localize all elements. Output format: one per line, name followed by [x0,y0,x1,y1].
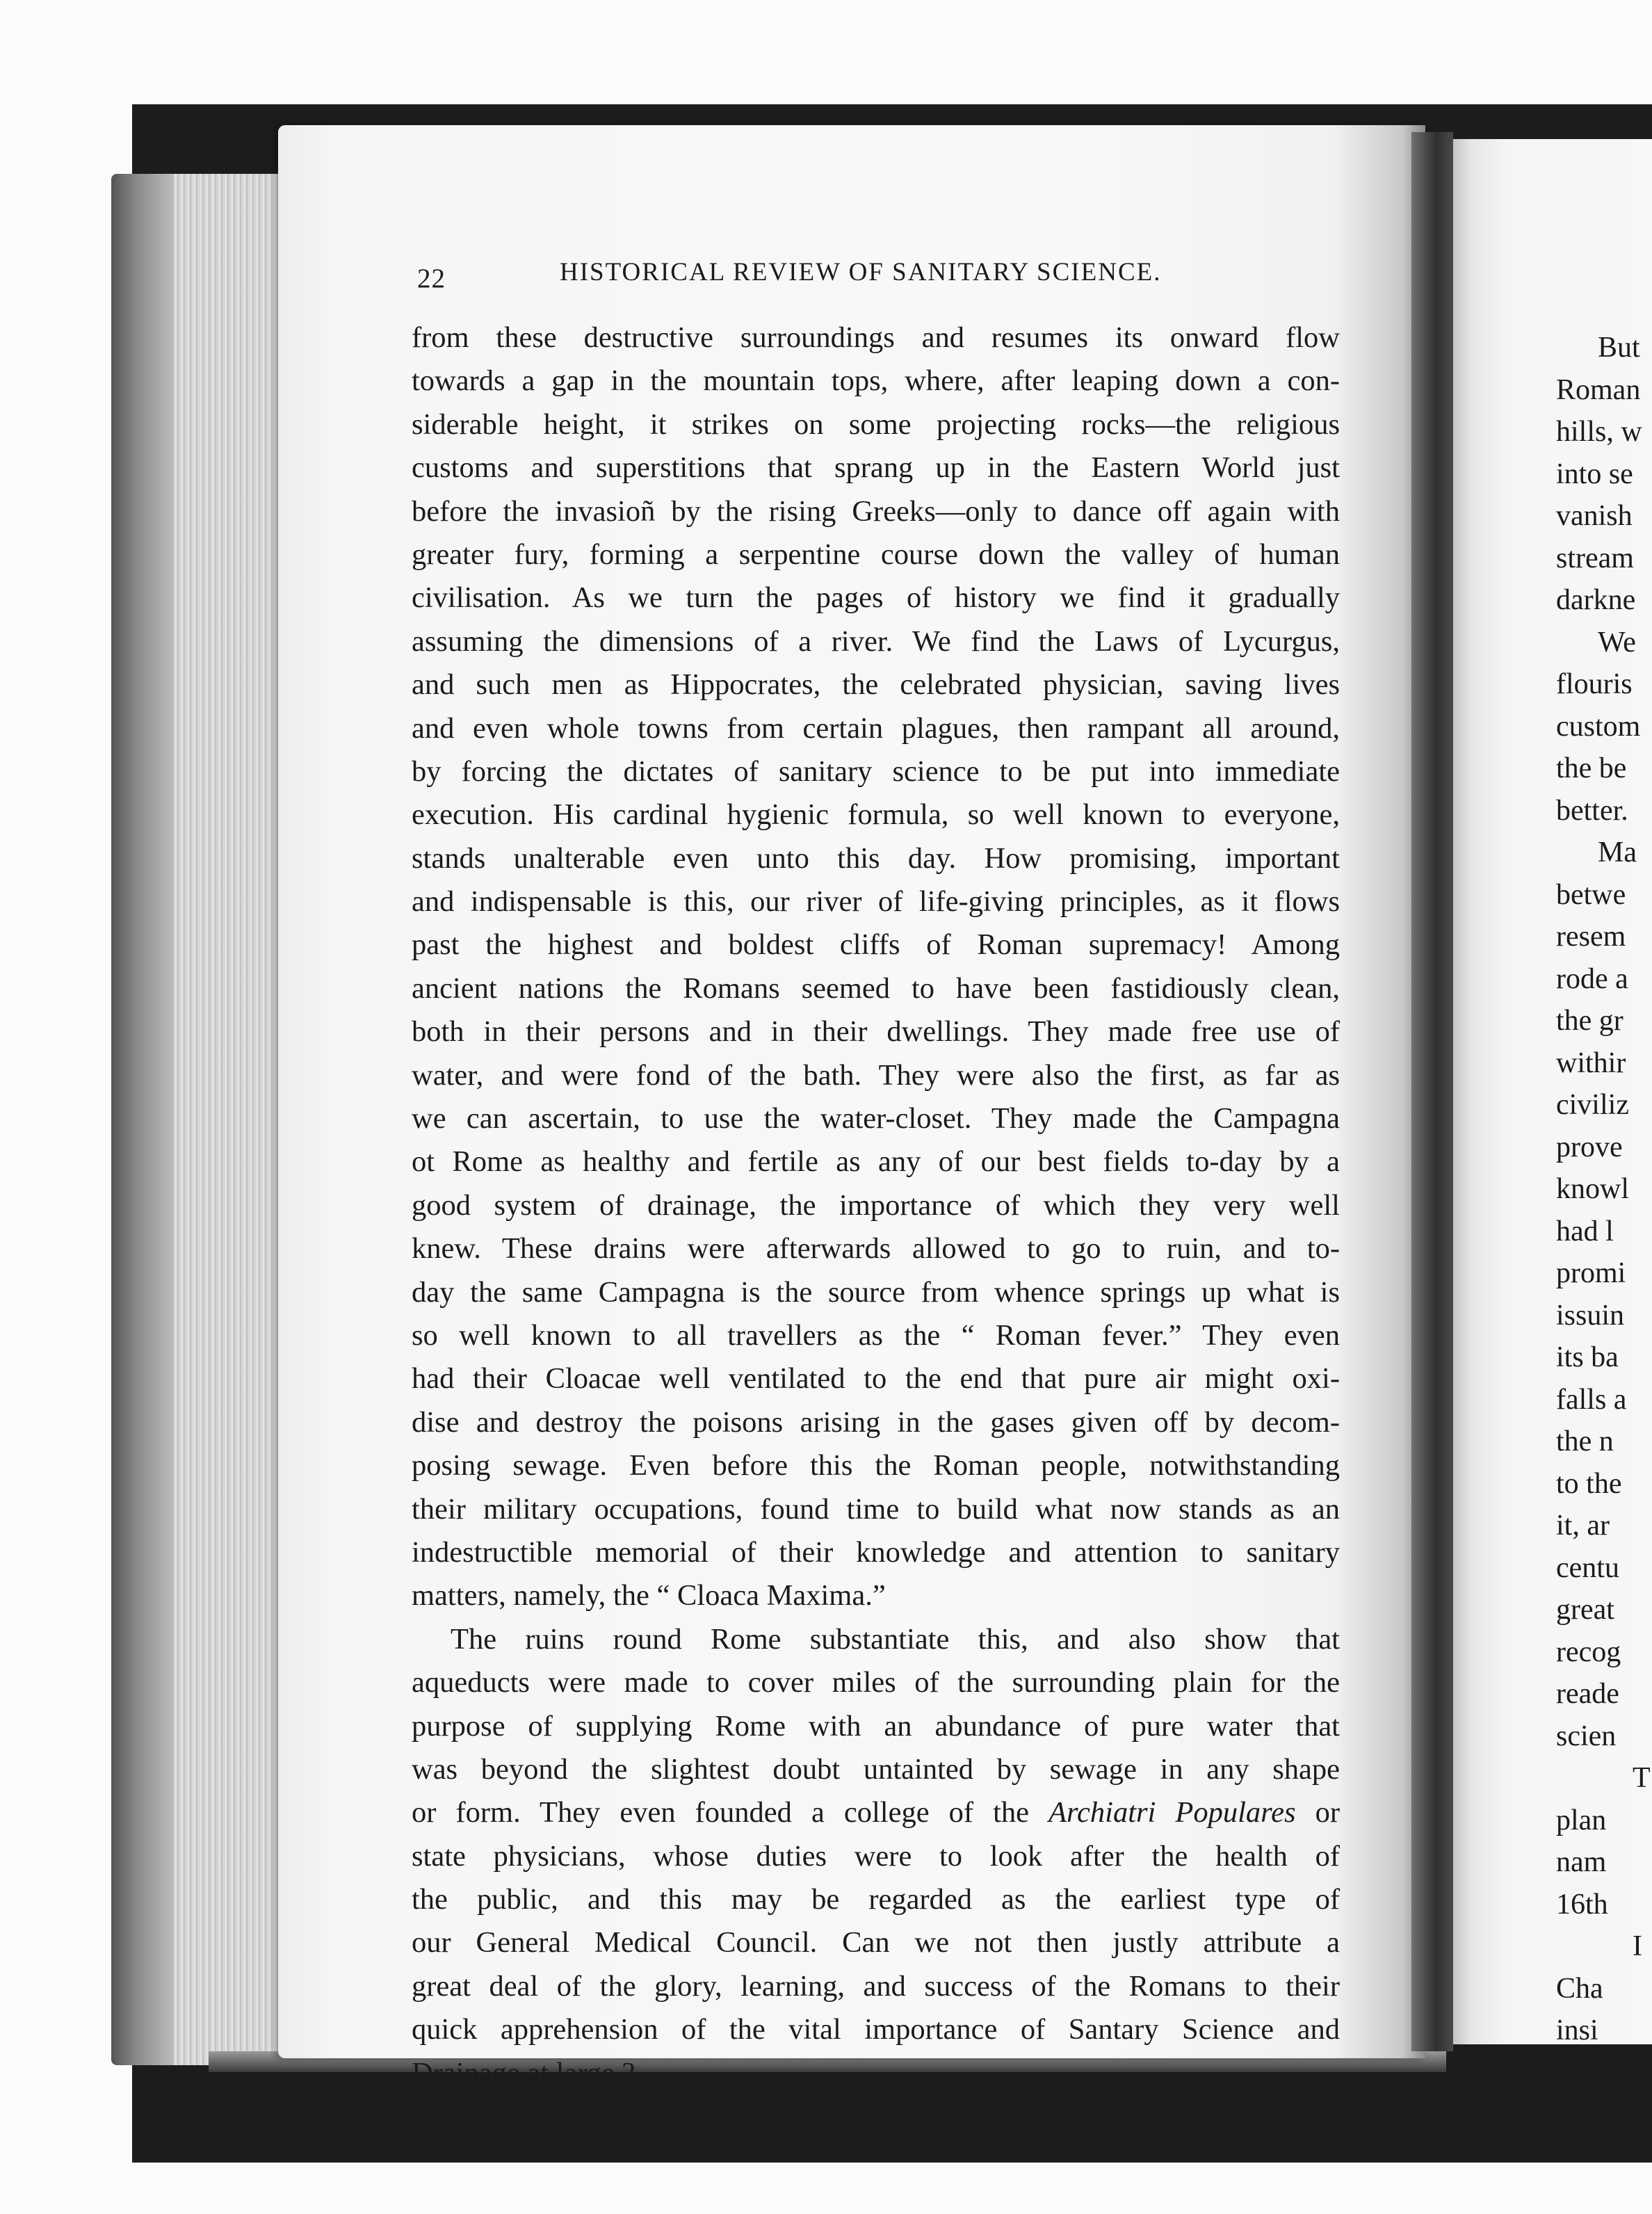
text-line: both in their persons and in their dwellings. They made free use of [412,1015,1340,1049]
text-line: quick apprehension of the vital importance of Santary Science and [412,2013,1340,2046]
facing-page-text-fragments [1556,327,1652,2052]
text-line: so well known to all travellers as the “ Roman fever.” They even [412,1318,1340,1352]
facing-page-fragment: the n [1556,1425,1614,1457]
facing-page-fragment: reade [1556,1678,1619,1710]
text-line: dise and destroy the poisons arising in the gases given off by decom- [412,1405,1340,1439]
facing-page-fragment: the be [1556,752,1627,784]
text-line: stands unalterable even unto this day. How promising, important [412,841,1340,875]
page-number: 22 [417,264,446,293]
text-line: and such men as Hippocrates, the celebrated physician, saving lives [412,668,1340,702]
facing-page-fragment: plan [1556,1804,1607,1836]
book-gutter [1411,132,1453,2051]
text-line: good system of drainage, the importance of which they very well [412,1188,1340,1222]
text-line: and even whole towns from certain plagues, then rampant all around, [412,711,1340,745]
text-line: by forcing the dictates of sanitary science to be put into immediate [412,754,1340,788]
facing-page-fragment: had l [1556,1215,1614,1247]
text-line: state physicians, whose duties were to look after the health of [412,1839,1340,1873]
facing-page-fragment: flouris [1556,668,1633,700]
text-line: siderable height, it strikes on some projecting rocks—the religious [412,407,1340,441]
text-line: knew. These drains were afterwards allowed to go to ruin, and to- [412,1232,1340,1266]
facing-page-fragment: nam [1556,1846,1607,1878]
facing-page-fragment: T [1633,1762,1651,1794]
text-line: the public, and this may be regarded as the earliest type of [412,1883,1340,1916]
facing-page-fragment: it, ar [1556,1510,1610,1542]
facing-page-fragment: the gr [1556,1005,1623,1037]
facing-page-fragment: into se [1556,458,1633,490]
facing-page-fragment: resem [1556,921,1626,953]
left-page-body-text [412,316,1340,2095]
facing-page-fragment: I [1633,1930,1642,1962]
text-line: customs and superstitions that sprang up in the Eastern World just [412,451,1340,485]
facing-page-fragment: rode a [1556,962,1628,995]
facing-page-fragment: stream [1556,542,1634,574]
text-line: aqueducts were made to cover miles of the surrounding plain for the [412,1666,1340,1699]
facing-page-fragment: to the [1556,1467,1622,1500]
text-line: had their Cloacae well ventilated to the end that pure air might oxi- [412,1362,1340,1396]
facing-page-fragment: its ba [1556,1341,1619,1373]
text-line: was beyond the slightest doubt untainted by sewage in any shape [412,1752,1340,1786]
facing-page-fragment: But [1598,332,1640,364]
text-line: ot Rome as healthy and fertile as any of our best fields to-day by a [412,1145,1340,1179]
text-line: greater fury, forming a serpentine course down the valley of human [412,538,1340,571]
facing-page-fragment: scien [1556,1720,1617,1752]
text-line: indestructible memorial of their knowledge and attention to sanitary [412,1535,1340,1569]
facing-page-fragment: recog [1556,1635,1621,1668]
running-title: HISTORICAL REVIEW OF SANITARY SCIENCE. [560,258,1162,286]
page-header [417,257,1335,306]
text-line: we can ascertain, to use the water-closet. They made the Campagna [412,1102,1340,1136]
text-line: execution. His cardinal hygienic formula, so well known to everyone, [412,798,1340,832]
text-line: from these destructive surroundings and resumes its onward flow [412,321,1340,354]
text-line: past the highest and boldest cliffs of Roman supremacy! Among [412,928,1340,962]
text-line [412,1791,1340,1834]
text-line: and indispensable is this, our river of life-giving principles, as it flows [412,885,1340,919]
facing-page-fragment: Cha [1556,1972,1603,2005]
facing-page-fragment: betwe [1556,878,1626,911]
facing-page-fragment: darkne [1556,584,1636,616]
book-page-edges [111,174,292,2065]
facing-page-fragment: issuin [1556,1299,1625,1332]
facing-page-fragment: Ma [1598,837,1637,868]
text-line: matters, namely, the “ Cloaca Maxima.” [412,1579,886,1613]
facing-page-fragment: custom [1556,710,1641,743]
text-line: civilisation. As we turn the pages of history we find it gradually [412,581,1340,615]
text-line: great deal of the glory, learning, and success of the Romans to their [412,1969,1340,2003]
facing-page-fragment: falls a [1556,1383,1627,1416]
facing-page-fragment: hills, w [1556,416,1642,448]
text-line: day the same Campagna is the source from whence springs up what is [412,1275,1340,1309]
facing-page-fragment: insi [1556,2014,1598,2046]
facing-page-fragment: withir [1556,1047,1626,1079]
facing-page-fragment: civiliz [1556,1089,1629,1121]
facing-page-fragment: prove [1556,1131,1623,1163]
facing-page-fragment: great [1556,1594,1614,1626]
italic-term: Archiatri Populares [1048,1796,1296,1829]
facing-page-fragment: promi [1556,1257,1626,1289]
text-line: water, and were fond of the bath. They were also the first, as far as [412,1058,1340,1092]
text-line: before the invasioñ by the rising Greeks—only to dance off again with [412,494,1340,528]
facing-page-fragment: 16th [1556,1888,1608,1921]
text-line: our General Medical Council. Can we not then justly attribute a [412,1926,1340,1960]
text-line: ancient nations the Romans seemed to have been fastidiously clean, [412,971,1340,1005]
text-line-end: or [1295,1796,1341,1829]
text-line: posing sewage. Even before this the Roman people, notwithstanding [412,1449,1340,1482]
text-line: towards a gap in the mountain tops, where, after leaping down a con- [412,364,1340,398]
text-line-start: or form. They even founded a college of the [412,1796,1049,1829]
text-line: Drainage at large ? [412,2056,635,2090]
text-line: their military occupations, found time to build what now stands as an [412,1492,1340,1526]
facing-page-fragment: centu [1556,1551,1619,1584]
text-line: purpose of supplying Rome with an abundance of pure water that [412,1709,1340,1743]
facing-page-fragment: better. [1556,794,1628,827]
facing-page-fragment: vanish [1556,500,1633,532]
facing-page-fragment: knowl [1556,1173,1629,1205]
facing-page-fragment: We [1598,626,1636,658]
text-line: The ruins round Rome substantiate this, and also show that [451,1622,1340,1656]
text-line: assuming the dimensions of a river. We find the Laws of Lycurgus, [412,624,1340,658]
facing-page-fragment: Roman [1556,373,1641,406]
